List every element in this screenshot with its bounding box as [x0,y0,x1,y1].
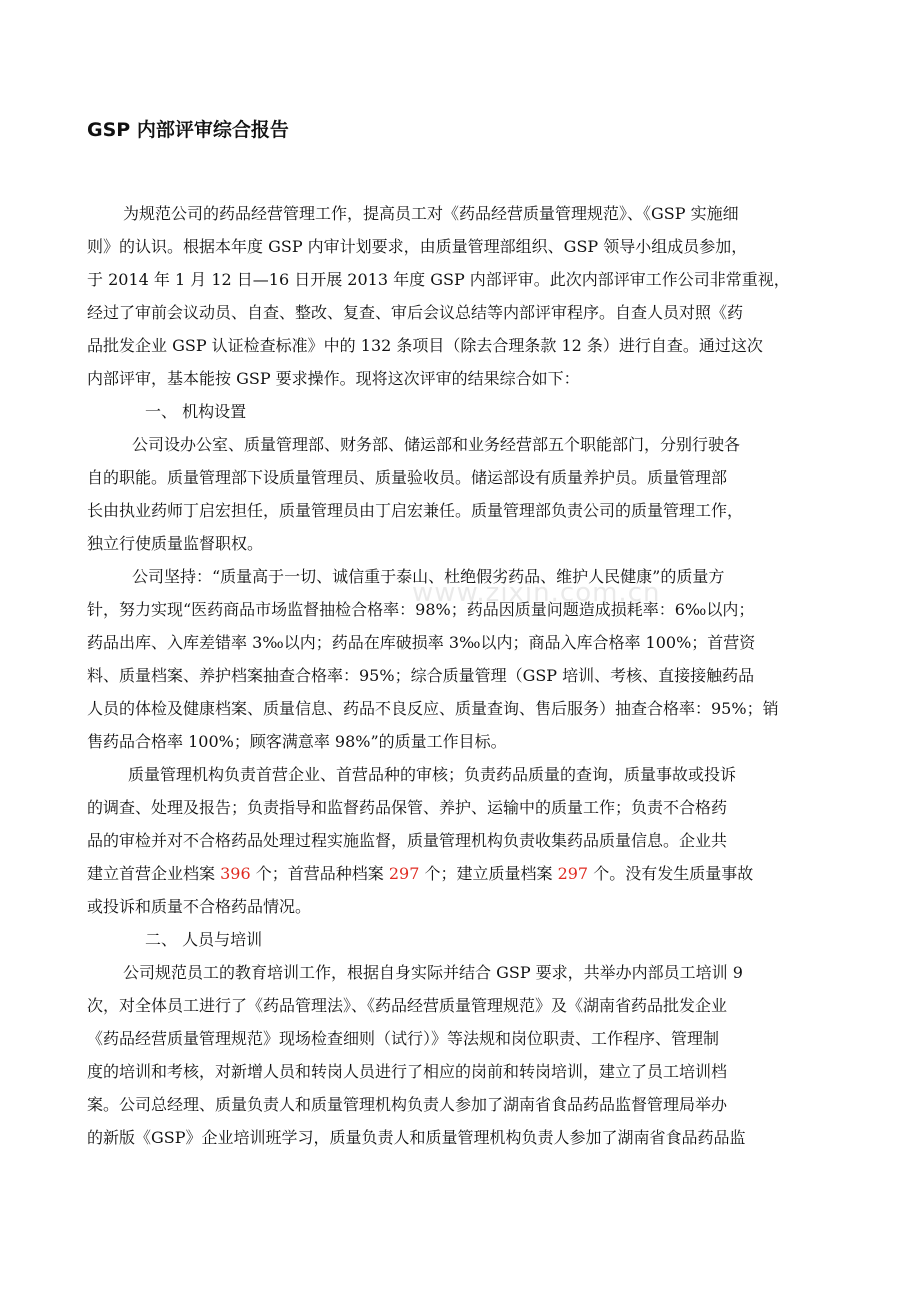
paragraph-line: 自的职能。质量管理部下设质量管理员、质量验收员。储运部设有质量养护员。质量管理部 [87,468,728,487]
paragraph-line: 的新版《GSP》企业培训班学习，质量负责人和质量管理机构负责人参加了湖南省食品药品监 [87,1128,746,1147]
paragraph-line: 药品出库、入库差错率 3‰以内；药品在库破损率 3‰以内；商品入库合格率 100%；首营资 [87,633,756,652]
paragraph-line: 品的审检并对不合格药品处理过程实施监督，质量管理机构负责收集药品质量信息。企业共 [87,831,728,850]
variety-archive-count: 297 [388,864,420,883]
paragraph-line: 经过了审前会议动员、自查、整改、复查、审后会议总结等内部评审程序。自查人员对照《药 [87,303,744,322]
paragraph-line: 于 2014 年 1 月 12 日—16 日开展 2013 年度 GSP 内部评审。此次内部评审工作公司非常重视， [87,270,790,289]
paragraph-line: 公司规范员工的教育培训工作，根据自身实际并结合 GSP 要求，共举办内部员工培训 9 [123,963,743,982]
archive-text: 个；建立质量档案 [419,864,558,883]
enterprise-archive-count: 396 [220,864,251,883]
paragraph-line: 《药品经营质量管理规范》现场检查细则（试行）》等法规和岗位职责、工作程序、管理制 [87,1029,720,1048]
archive-text: 建立首营企业档案 [87,864,221,883]
paragraph-line: 为规范公司的药品经营管理工作，提高员工对《药品经营质量管理规范》、《GSP 实施细 [123,204,739,223]
watermark: www.zixin.com.cn [412,578,661,608]
paragraph-line: 独立行使质量监督职权。 [87,534,264,553]
archive-text: 个；首营品种档案 [250,864,389,883]
archive-text: 个。没有发生质量事故 [588,864,754,883]
section-heading-2: 二、 人员与培训 [145,930,263,949]
paragraph-line: 售药品合格率 100%；顾客满意率 98%”的质量工作目标。 [87,732,507,751]
section-heading-1: 一、 机构设置 [145,402,247,421]
document-title: GSP 内部评审综合报告 [87,119,289,141]
paragraph-line: 长由执业药师丁启宏担任，质量管理员由丁启宏兼任。质量管理部负责公司的质量管理工作， [87,501,744,520]
paragraph-line: 的调查、处理及报告；负责指导和监督药品保管、养护、运输中的质量工作；负责不合格药 [87,798,728,817]
quality-archive-count: 297 [557,864,589,883]
paragraph-line: 案。公司总经理、质量负责人和质量管理机构负责人参加了湖南省食品药品监督管理局举办 [87,1095,728,1114]
paragraph-line: 人员的体检及健康档案、质量信息、药品不良反应、质量查询、售后服务）抽查合格率：95%；销 [87,699,779,718]
paragraph-line: 度的培训和考核，对新增人员和转岗人员进行了相应的岗前和转岗培训，建立了员工培训档 [87,1062,728,1081]
paragraph-line: 质量管理机构负责首营企业、首营品种的审核；负责药品质量的查询，质量事故或投诉 [128,765,737,784]
paragraph-line: 公司坚持：“质量高于一切、诚信重于泰山、杜绝假劣药品、维护人民健康”的质量方 [132,567,725,586]
paragraph-line: 品批发企业 GSP 认证检查标准》中的 132 条项目（除去合理条款 12 条）进行自查。通过这次 [87,336,763,355]
paragraph-line: 针，努力实现“医药商品市场监督抽检合格率：98%；药品因质量问题造成损耗率：6‰以内； [87,600,755,619]
paragraph-line: 料、质量档案、养护档案抽查合格率：95%；综合质量管理（GSP 培训、考核、直接接触药品 [87,666,755,685]
archive-count-line [87,862,753,886]
paragraph-line: 则》的认识。根据本年度 GSP 内审计划要求，由质量管理部组织、GSP 领导小组成员参加， [87,237,748,256]
paragraph-line: 公司设办公室、质量管理部、财务部、储运部和业务经营部五个职能部门，分别行驶各 [132,435,741,454]
paragraph-line: 内部评审，基本能按 GSP 要求操作。现将这次评审的结果综合如下： [87,369,580,388]
paragraph-line: 或投诉和质量不合格药品情况。 [87,897,312,916]
paragraph-line: 次，对全体员工进行了《药品管理法》、《药品经营质量管理规范》及《湖南省药品批发企业 [87,996,728,1015]
